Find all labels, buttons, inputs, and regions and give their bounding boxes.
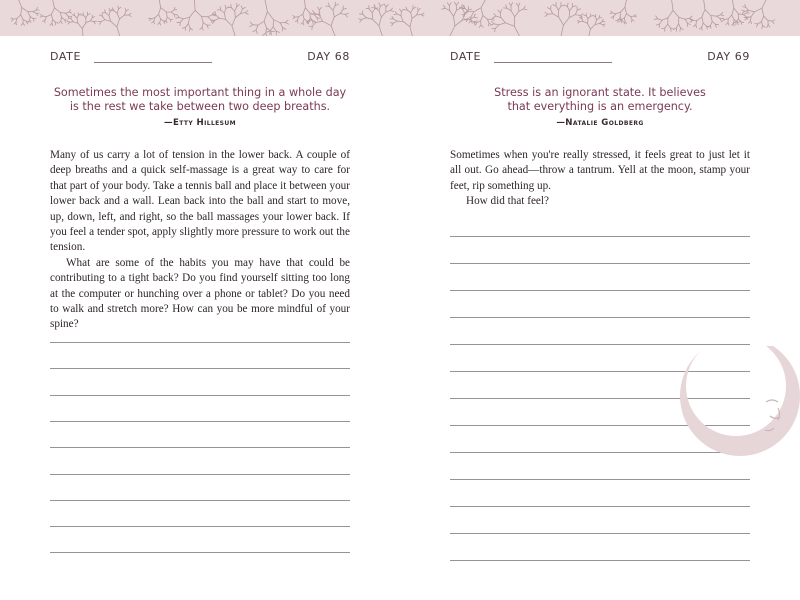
- quote-attribution: —Etty Hillesum: [163, 118, 237, 128]
- writing-line[interactable]: [50, 552, 350, 553]
- quote-line: Stress is an ignorant state. It believes: [494, 86, 706, 99]
- prompt-paragraph: How did that feel?: [466, 195, 549, 208]
- date-row: [50, 50, 350, 66]
- writing-line[interactable]: [450, 263, 750, 264]
- writing-line[interactable]: [50, 526, 350, 527]
- date-label: DATE: [450, 50, 482, 63]
- writing-line[interactable]: [50, 368, 350, 369]
- writing-line[interactable]: [450, 533, 750, 534]
- prompt-paragraph: Many of us carry a lot of tension in the lower back. A couple of deep breaths and a quick self-massage is a great way to care for that part of your body. Take a tennis ball and place it between your lower back and a wall. Lean back into the ball and start to move, up, down, left, and right, so the ball massages your lower back. If you feel a tender spot, apply slightly more pressure to work out the tension.: [50, 149, 350, 254]
- prompt-paragraph: What are some of the habits you may have that could be contributing to a tight back? Do you find yourself sitting too long at the computer or hunching over a phone or tablet? Do you need to walk and stretch more? How can you be more mindful of your spine?: [50, 256, 350, 331]
- writing-line[interactable]: [450, 479, 750, 480]
- crescent-moon-face-icon: [674, 346, 800, 458]
- writing-line[interactable]: [450, 290, 750, 291]
- writing-line[interactable]: [450, 506, 750, 507]
- writing-line[interactable]: [450, 344, 750, 345]
- writing-line[interactable]: [450, 236, 750, 237]
- prompt-paragraph: Sometimes when you're really stressed, it feels great to just let it all out. Go ahead—throw a tantrum. Yell at the moon, stamp your feet, rip something up.: [450, 149, 750, 192]
- writing-line[interactable]: [50, 421, 350, 422]
- writing-line[interactable]: [450, 317, 750, 318]
- branches-pattern-icon: [0, 0, 800, 36]
- prompt-text: [50, 148, 350, 333]
- writing-line[interactable]: [50, 342, 350, 343]
- decorative-banner: [0, 0, 800, 36]
- quote-attribution: —Natalie Goldberg: [556, 118, 644, 128]
- writing-line[interactable]: [50, 395, 350, 396]
- epigraph-quote: [40, 86, 360, 114]
- writing-line[interactable]: [50, 447, 350, 448]
- epigraph-quote: [440, 86, 760, 114]
- date-entry-line[interactable]: [94, 62, 212, 63]
- left-page: [0, 36, 400, 600]
- quote-line: is the rest we take between two deep breaths.: [69, 100, 331, 113]
- writing-line[interactable]: [50, 474, 350, 475]
- prompt-text: [450, 148, 750, 210]
- writing-line[interactable]: [450, 560, 750, 561]
- date-row: [450, 50, 750, 66]
- date-label: DATE: [50, 50, 82, 63]
- quote-line: that everything is an emergency.: [507, 100, 693, 113]
- date-entry-line[interactable]: [494, 62, 612, 63]
- day-number: DAY 68: [307, 50, 350, 63]
- day-number: DAY 69: [707, 50, 750, 63]
- writing-line[interactable]: [50, 500, 350, 501]
- right-page: [400, 36, 800, 600]
- quote-line: Sometimes the most important thing in a whole day: [53, 86, 347, 99]
